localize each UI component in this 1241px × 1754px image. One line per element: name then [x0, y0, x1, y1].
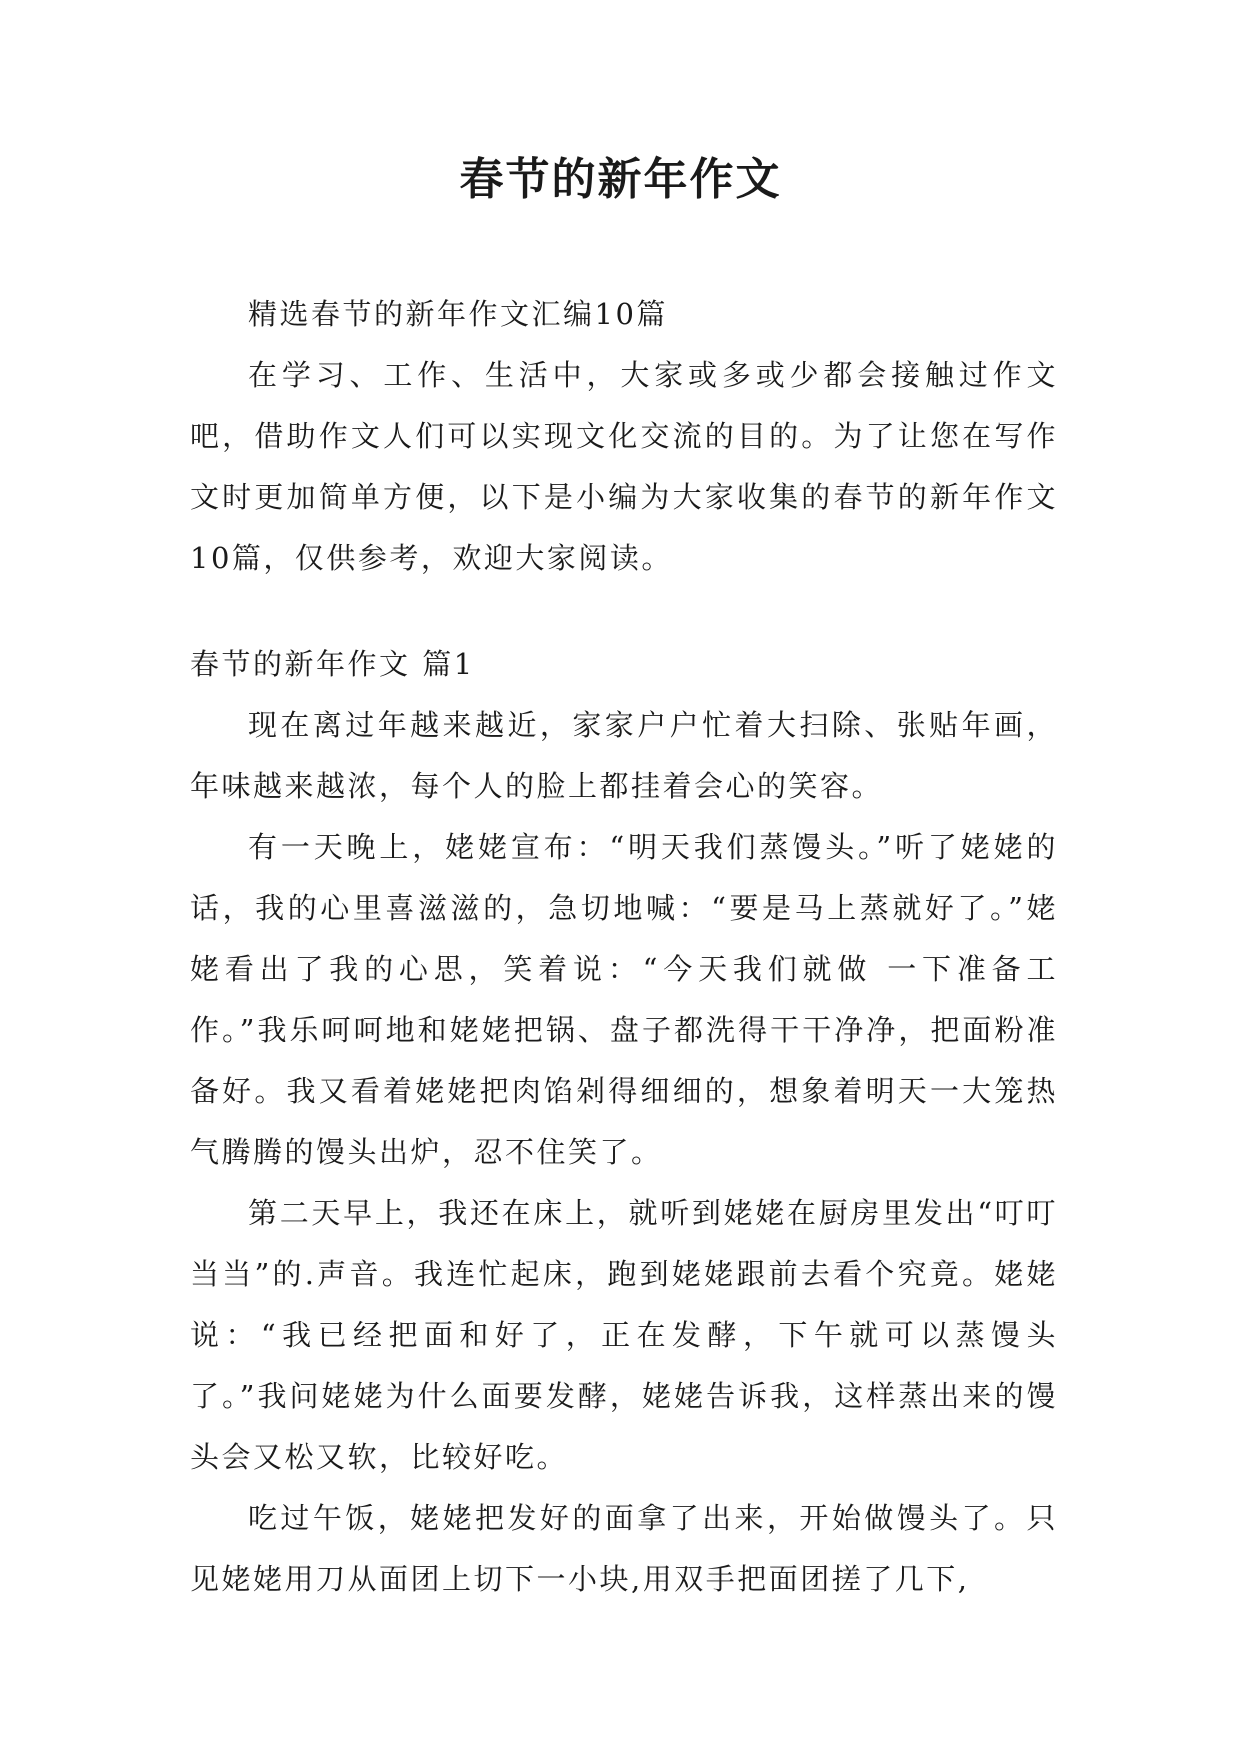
subtitle-block	[190, 284, 1058, 345]
essay-paragraph-2: 有一天晚上，姥姥宣布：“明天我们蒸馒头。”听了姥姥的话，我的心里喜滋滋的，急切地喊：“要是马上蒸就好了。”姥姥看出了我的心思，笑着说：“今天我们就做 一下准备工作。”我乐呵呵地和姥姥把锅、盘子都洗得干干净净，把面粉准备好。我又看着姥姥把肉馅剁得细细的，想象着明天一大笼热气腾腾的馒头出炉，忍不住笑了。	[190, 830, 1058, 1169]
document-subtitle: 精选春节的新年作文汇编10篇	[248, 297, 668, 331]
intro-paragraph: 在学习、工作、生活中，大家或多或少都会接触过作文吧，借助作文人们可以实现文化交流的目的。为了让您在写作文时更加简单方便，以下是小编为大家收集的春节的新年作文10篇，仅供参考，欢迎大家阅读。	[190, 358, 1058, 575]
section-heading: 春节的新年作文 篇1	[190, 647, 475, 681]
essay-paragraph-3: 第二天早上，我还在床上，就听到姥姥在厨房里发出“叮叮当当”的.声音。我连忙起床，跑到姥姥跟前去看个究竟。姥姥说：“我已经把面和好了，正在发酵，下午就可以蒸馒头了。”我问姥姥为什么面要发酵，姥姥告诉我，这样蒸出来的馒头会又松又软，比较好吃。	[190, 1196, 1058, 1474]
essay-paragraph-1: 现在离过年越来越近，家家户户忙着大扫除、张贴年画，年味越来越浓，每个人的脸上都挂着会心的笑容。	[190, 708, 1058, 803]
essay-body	[190, 695, 1058, 1610]
intro-block	[190, 345, 1058, 589]
essay-paragraph-4: 吃过午饭，姥姥把发好的面拿了出来，开始做馒头了。只见姥姥用刀从面团上切下一小块,用双手把面团搓了几下,	[190, 1501, 1058, 1596]
document-title: 春节的新年作文	[459, 154, 782, 205]
